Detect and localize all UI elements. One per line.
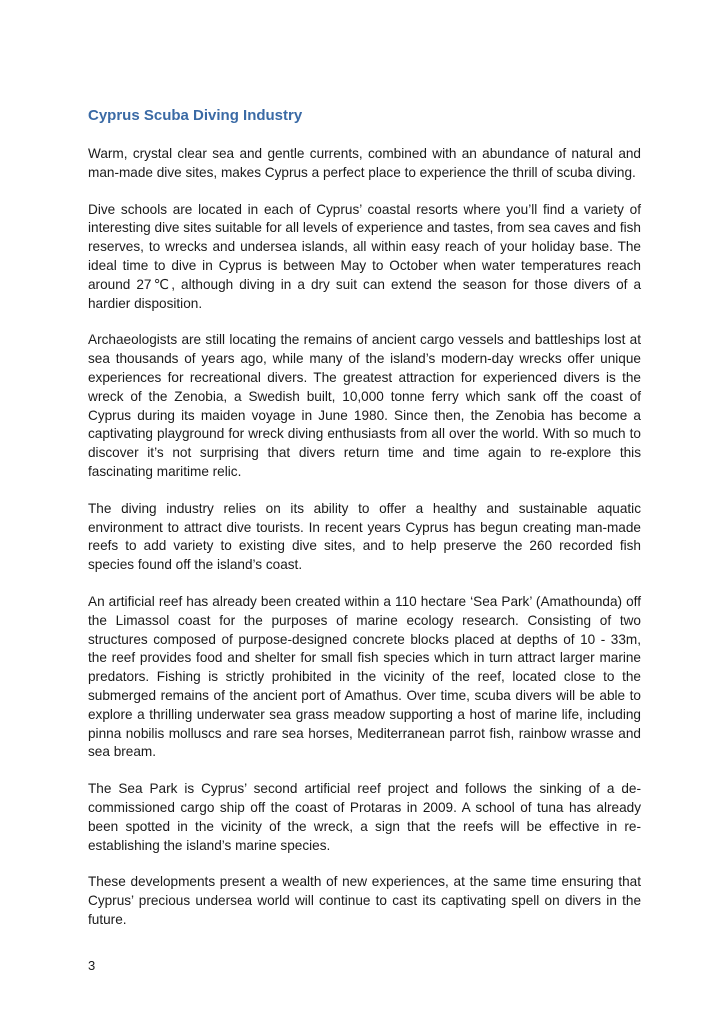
paragraph-artificial-reef: An artificial reef has already been created within a 110 hectare ‘Sea Park’ (Amathounda) off the Limassol coast for the purposes of marine ecology research. Consisting of two structures composed of purpose-designed concrete blocks placed at depths of 10 - 33m, the reef provides food and shelter for small fish species which in turn attract larger marine predators. Fishing is strictly prohibited in the vicinity of the reef, located close to the submerged remains of the ancient port of Amathus. Over time, scuba divers will be able to explore a thrilling underwater sea grass meadow supporting a host of marine life, including pinna nobilis molluscs and rare sea horses, Mediterranean parrot fish, rainbow wrasse and sea bream. [88, 593, 641, 760]
document-body [88, 107, 641, 948]
paragraph-sea-park: The Sea Park is Cyprus’ second artificial reef project and follows the sinking of a de-commissioned cargo ship off the coast of Protaras in 2009. A school of tuna has already been spotted in the vicinity of the wreck, a sign that the reefs will be effective in re-establishing the island’s marine species. [88, 781, 641, 853]
document-title: Cyprus Scuba Diving Industry [88, 107, 303, 124]
paragraph-wrecks: Archaeologists are still locating the remains of ancient cargo vessels and battleships lost at sea thousands of years ago, while many of the island’s modern-day wrecks offer unique experiences for recreational divers. The greatest attraction for experienced divers is the wreck of the Zenobia, a Swedish built, 10,000 tonne ferry which sank off the coast of Cyprus during its maiden voyage in June 1980. Since then, the Zenobia has become a captivating playground for wreck diving enthusiasts from all over the world. With so much to discover it’s not surprising that divers return time and time again to re-explore this fascinating maritime relic. [88, 332, 641, 479]
paragraph-sustainability: The diving industry relies on its ability to offer a healthy and sustainable aquatic environment to attract dive tourists. In recent years Cyprus has begun creating man-made reefs to add variety to existing dive sites, and to help preserve the 260 recorded fish species found off the island’s coast. [88, 500, 641, 573]
paragraph-conclusion: These developments present a wealth of new experiences, at the same time ensuring that Cyprus’ precious undersea world will continue to cast its captivating spell on divers in the future. [88, 874, 641, 927]
paragraph-dive-schools: Dive schools are located in each of Cyprus’ coastal resorts where you’ll find a variety of interesting dive sites suitable for all levels of experience and tastes, from sea caves and fish reserves, to wrecks and undersea islands, all within easy reach of your holiday base. The ideal time to dive in Cyprus is between May to October when water temperatures reach around 27℃, although diving in a dry suit can extend the season for those divers of a hardier disposition. [88, 201, 641, 311]
page-number: 3 [88, 958, 96, 973]
paragraph-intro: Warm, crystal clear sea and gentle currents, combined with an abundance of natural and man-made dive sites, makes Cyprus a perfect place to experience the thrill of scuba diving. [88, 146, 641, 180]
